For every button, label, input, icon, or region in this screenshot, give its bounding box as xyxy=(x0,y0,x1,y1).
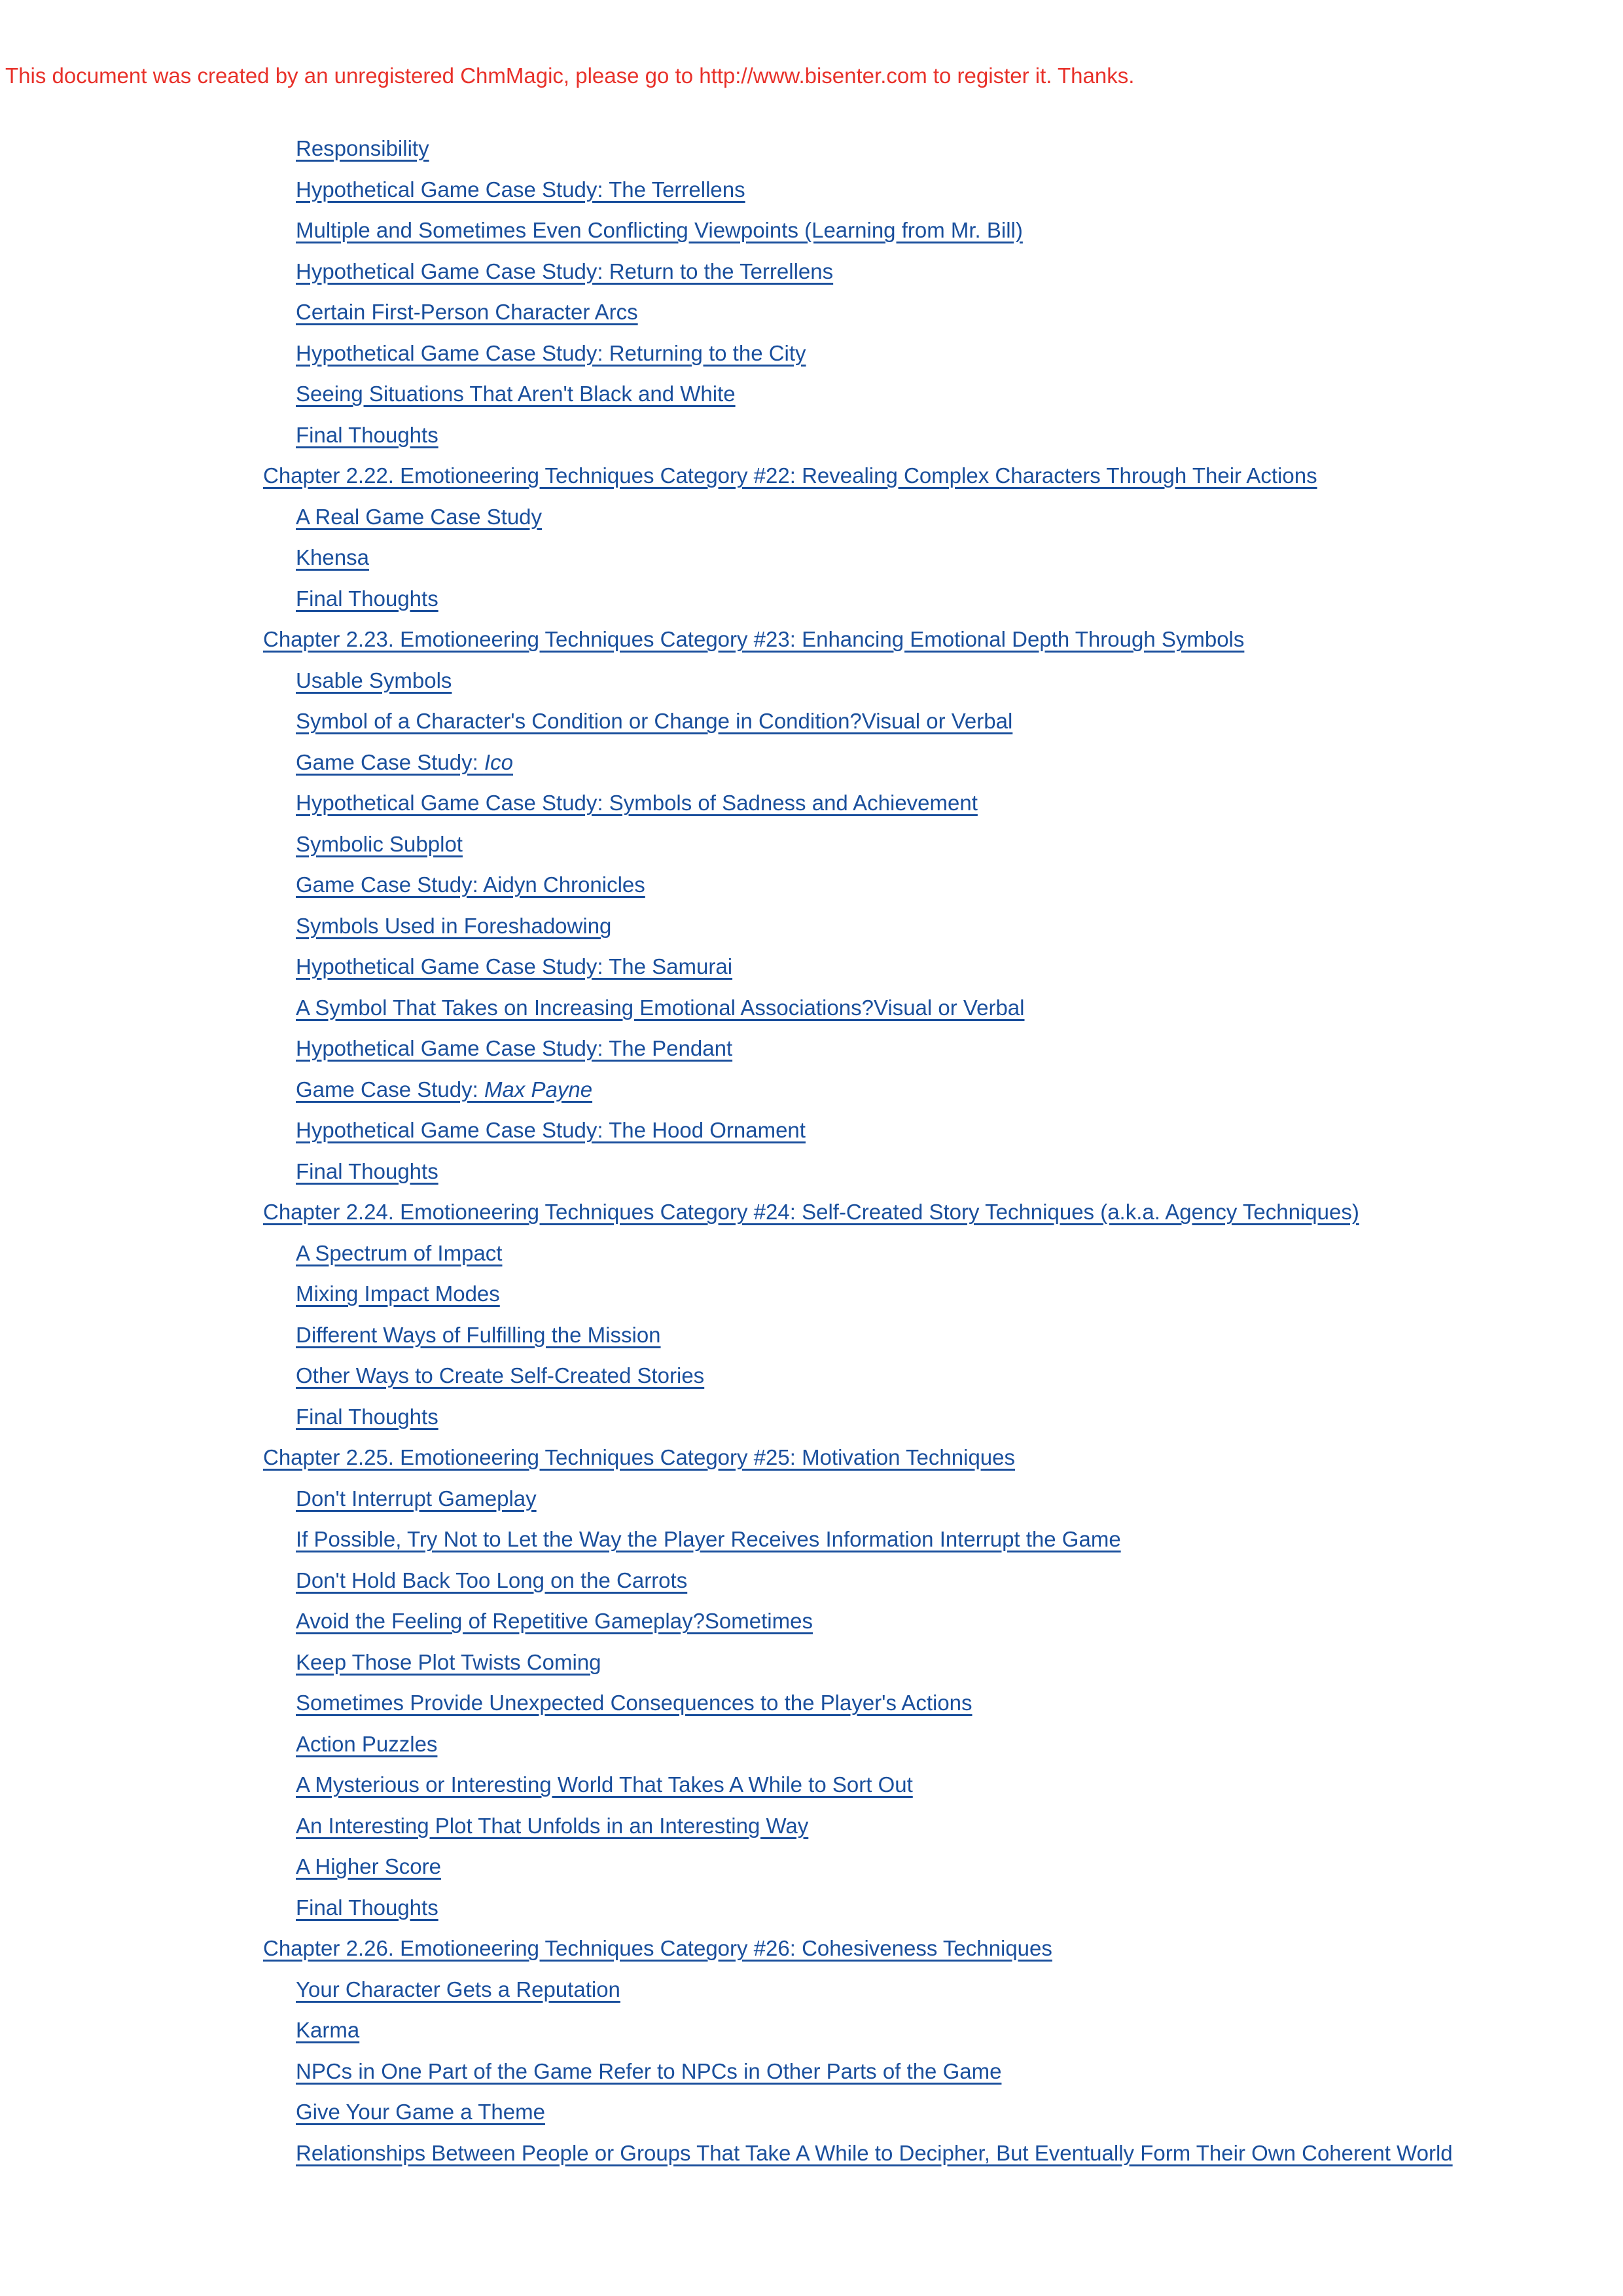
toc-chapter-item xyxy=(0,1935,1623,1977)
toc-section-link[interactable] xyxy=(296,381,736,407)
toc-link-text: Don't Hold Back Too Long on the Carrots xyxy=(296,1568,688,1592)
toc-link-italic-title: Ico xyxy=(484,749,513,774)
toc-section-item xyxy=(0,790,1623,831)
toc-section-item xyxy=(0,545,1623,586)
toc-link-text: Don't Interrupt Gameplay xyxy=(296,1486,537,1511)
toc-section-item xyxy=(0,217,1623,259)
toc-section-link[interactable] xyxy=(296,340,806,367)
toc-link-text: Your Character Gets a Reputation xyxy=(296,1977,620,2001)
toc-link-text: Khensa xyxy=(296,545,369,569)
toc-link-text: Final Thoughts xyxy=(296,1158,438,1183)
toc-section-item xyxy=(0,749,1623,791)
toc-section-link[interactable] xyxy=(296,1035,732,1062)
toc-section-item xyxy=(0,2099,1623,2140)
toc-section-item xyxy=(0,831,1623,872)
toc-section-link[interactable] xyxy=(296,299,638,325)
toc-section-link[interactable] xyxy=(296,749,513,776)
toc-link-text: Symbolic Subplot xyxy=(296,831,463,856)
toc-link-text: Hypothetical Game Case Study: Return to the Terrellens xyxy=(296,259,834,283)
toc-section-item xyxy=(0,504,1623,545)
toc-section-link[interactable] xyxy=(296,1404,438,1430)
toc-section-link[interactable] xyxy=(296,586,438,612)
toc-section-item xyxy=(0,708,1623,749)
toc-section-link[interactable] xyxy=(296,1363,704,1389)
toc-link-text: Game Case Study: xyxy=(296,1077,484,1102)
toc-link-text: Hypothetical Game Case Study: The Terrellens xyxy=(296,177,745,202)
toc-section-item xyxy=(0,1240,1623,1282)
toc-link-text: Symbol of a Character's Condition or Change in Condition?Visual or Verbal xyxy=(296,709,1013,733)
toc-link-text: Other Ways to Create Self-Created Stories xyxy=(296,1363,705,1388)
toc-section-link[interactable] xyxy=(296,1690,972,1716)
toc-link-text: Chapter 2.23. Emotioneering Techniques Category #23: Enhancing Emotional Depth Through Symbols xyxy=(263,627,1245,651)
toc-link-text: Keep Those Plot Twists Coming xyxy=(296,1649,601,1674)
toc-link-text: Final Thoughts xyxy=(296,422,438,447)
toc-section-link[interactable] xyxy=(296,1158,438,1185)
toc-section-link[interactable] xyxy=(296,1117,806,1143)
toc-section-link[interactable] xyxy=(296,177,745,203)
toc-link-text: Karma xyxy=(296,2018,360,2042)
toc-section-link[interactable] xyxy=(296,1077,592,1103)
toc-section-item xyxy=(0,2017,1623,2058)
toc-section-link[interactable] xyxy=(296,504,542,530)
toc-link-text: Final Thoughts xyxy=(296,1895,438,1920)
toc-link-text: Mixing Impact Modes xyxy=(296,1282,500,1306)
toc-section-item xyxy=(0,2140,1623,2181)
toc-link-text: NPCs in One Part of the Game Refer to NPCs in Other Parts of the Game xyxy=(296,2058,1002,2083)
toc-chapter-item xyxy=(0,1444,1623,1486)
toc-section-item xyxy=(0,872,1623,913)
toc-section-item xyxy=(0,1363,1623,1404)
toc-section-link[interactable] xyxy=(296,913,611,939)
toc-chapter-link[interactable] xyxy=(263,463,1317,489)
toc-section-link[interactable] xyxy=(296,1854,441,1880)
toc-link-text: Chapter 2.24. Emotioneering Techniques Category #24: Self-Created Story Techniques (a.k.a. Agency Techniques) xyxy=(263,1200,1359,1224)
toc-section-link[interactable] xyxy=(296,1977,620,2003)
toc-section-link[interactable] xyxy=(296,1526,1121,1552)
toc-section-item xyxy=(0,259,1623,300)
toc-section-item xyxy=(0,1322,1623,1363)
toc-section-item xyxy=(0,1772,1623,1813)
toc-link-text: Multiple and Sometimes Even Conflicting Viewpoints (Learning from Mr. Bill) xyxy=(296,218,1023,242)
toc-section-link[interactable] xyxy=(296,1281,500,1307)
toc-section-item xyxy=(0,381,1623,422)
toc-section-item xyxy=(0,913,1623,954)
toc-chapter-item xyxy=(0,1199,1623,1240)
toc-section-item xyxy=(0,1854,1623,1895)
toc-link-text: A Real Game Case Study xyxy=(296,504,543,529)
toc-section-item xyxy=(0,422,1623,463)
toc-section-item xyxy=(0,1895,1623,1936)
toc-link-text: Hypothetical Game Case Study: Returning to the City xyxy=(296,340,806,365)
toc-link-text: Responsibility xyxy=(296,136,429,160)
toc-section-link[interactable] xyxy=(296,1895,438,1921)
toc-section-link[interactable] xyxy=(296,2140,1453,2166)
toc-section-link[interactable] xyxy=(296,1731,437,1757)
toc-section-item xyxy=(0,1731,1623,1772)
toc-section-link[interactable] xyxy=(296,1649,601,1676)
toc-section-item xyxy=(0,1486,1623,1527)
toc-link-text: Seeing Situations That Aren't Black and White xyxy=(296,382,736,406)
toc-section-item xyxy=(0,1117,1623,1158)
toc-section-link[interactable] xyxy=(296,1813,808,1839)
toc-section-link[interactable] xyxy=(296,545,369,571)
toc-section-link[interactable] xyxy=(296,2017,359,2043)
toc-section-item xyxy=(0,1568,1623,1609)
toc-link-text: Chapter 2.25. Emotioneering Techniques Category #25: Motivation Techniques xyxy=(263,1445,1016,1469)
toc-section-item xyxy=(0,1158,1623,1200)
toc-section-link[interactable] xyxy=(296,217,1023,243)
toc-section-link[interactable] xyxy=(296,668,452,694)
toc-section-link[interactable] xyxy=(296,135,429,162)
toc-link-text: Hypothetical Game Case Study: Symbols of Sadness and Achievement xyxy=(296,791,978,815)
toc-link-text: A Mysterious or Interesting World That Takes A While to Sort Out xyxy=(296,1772,913,1797)
toc-link-text: Final Thoughts xyxy=(296,1404,438,1429)
toc-link-text: Chapter 2.26. Emotioneering Techniques Category #26: Cohesiveness Techniques xyxy=(263,1936,1052,1960)
toc-link-text: Action Puzzles xyxy=(296,1731,438,1756)
toc-link-text: Hypothetical Game Case Study: The Pendant xyxy=(296,1036,733,1060)
toc-chapter-link[interactable] xyxy=(263,1935,1052,1962)
toc-section-link[interactable] xyxy=(296,2099,545,2125)
toc-section-link[interactable] xyxy=(296,790,978,816)
toc-link-text: Game Case Study: xyxy=(296,749,484,774)
toc-link-text: Certain First-Person Character Arcs xyxy=(296,300,638,324)
toc-section-item xyxy=(0,1077,1623,1118)
toc-link-text: Different Ways of Fulfilling the Mission xyxy=(296,1322,661,1347)
toc-section-item xyxy=(0,299,1623,340)
toc-section-item xyxy=(0,135,1623,177)
toc-link-text: Hypothetical Game Case Study: The Hood Ornament xyxy=(296,1118,806,1142)
toc-section-link[interactable] xyxy=(296,872,645,898)
toc-section-link[interactable] xyxy=(296,1486,537,1512)
toc-link-text: Usable Symbols xyxy=(296,668,452,692)
toc-link-text: A Higher Score xyxy=(296,1854,441,1878)
toc-link-text: Symbols Used in Foreshadowing xyxy=(296,913,612,938)
toc-link-text: If Possible, Try Not to Let the Way the Player Receives Information Interrupt the Game xyxy=(296,1527,1121,1551)
toc-section-item xyxy=(0,1035,1623,1077)
toc-section-item xyxy=(0,1526,1623,1568)
toc-section-link[interactable] xyxy=(296,422,438,448)
toc-section-item xyxy=(0,340,1623,382)
toc-section-link[interactable] xyxy=(296,954,732,980)
toc-section-item xyxy=(0,177,1623,218)
toc-section-link[interactable] xyxy=(296,1772,913,1798)
toc-link-text: Give Your Game a Theme xyxy=(296,2100,545,2124)
toc-section-link[interactable] xyxy=(296,831,463,857)
toc-link-text: Avoid the Feeling of Repetitive Gameplay?Sometimes xyxy=(296,1609,813,1633)
toc-section-link[interactable] xyxy=(296,1240,502,1266)
table-of-contents xyxy=(0,135,1623,2181)
toc-chapter-link[interactable] xyxy=(263,1444,1015,1471)
toc-link-text: Final Thoughts xyxy=(296,586,438,611)
toc-chapter-link[interactable] xyxy=(263,1199,1359,1225)
toc-section-link[interactable] xyxy=(296,1568,687,1594)
toc-section-item xyxy=(0,668,1623,709)
toc-link-text: Chapter 2.22. Emotioneering Techniques Category #22: Revealing Complex Characters Through Their Actions xyxy=(263,463,1317,488)
toc-section-link[interactable] xyxy=(296,2058,1001,2085)
toc-link-text: An Interesting Plot That Unfolds in an Interesting Way xyxy=(296,1813,809,1838)
toc-section-item xyxy=(0,1608,1623,1649)
toc-link-text: Sometimes Provide Unexpected Consequences to the Player's Actions xyxy=(296,1691,972,1715)
toc-chapter-item xyxy=(0,626,1623,668)
toc-section-item xyxy=(0,2058,1623,2100)
toc-link-text: Hypothetical Game Case Study: The Samurai xyxy=(296,954,733,978)
toc-section-item xyxy=(0,1404,1623,1445)
toc-section-item xyxy=(0,954,1623,995)
toc-section-link[interactable] xyxy=(296,708,1012,734)
toc-section-item xyxy=(0,586,1623,627)
toc-link-text: Game Case Study: Aidyn Chronicles xyxy=(296,872,645,897)
toc-link-text: A Spectrum of Impact xyxy=(296,1240,503,1265)
toc-section-item xyxy=(0,995,1623,1036)
toc-section-link[interactable] xyxy=(296,1322,661,1348)
toc-chapter-link[interactable] xyxy=(263,626,1244,653)
toc-section-item xyxy=(0,1977,1623,2018)
toc-section-link[interactable] xyxy=(296,995,1024,1021)
toc-link-text: Relationships Between People or Groups That Take A While to Decipher, But Eventually Form Their Own Coherent World xyxy=(296,2140,1453,2165)
toc-link-italic-title: Max Payne xyxy=(484,1077,593,1102)
toc-section-link[interactable] xyxy=(296,259,833,285)
toc-section-item xyxy=(0,1649,1623,1691)
toc-chapter-item xyxy=(0,463,1623,504)
toc-link-text: A Symbol That Takes on Increasing Emotional Associations?Visual or Verbal xyxy=(296,995,1025,1020)
toc-section-item xyxy=(0,1813,1623,1854)
watermark-notice: This document was created by an unregistered ChmMagic, please go to http://www.bisenter.com to register it. Thanks. xyxy=(5,63,1135,88)
toc-section-item xyxy=(0,1690,1623,1731)
toc-section-item xyxy=(0,1281,1623,1322)
toc-section-link[interactable] xyxy=(296,1608,813,1634)
